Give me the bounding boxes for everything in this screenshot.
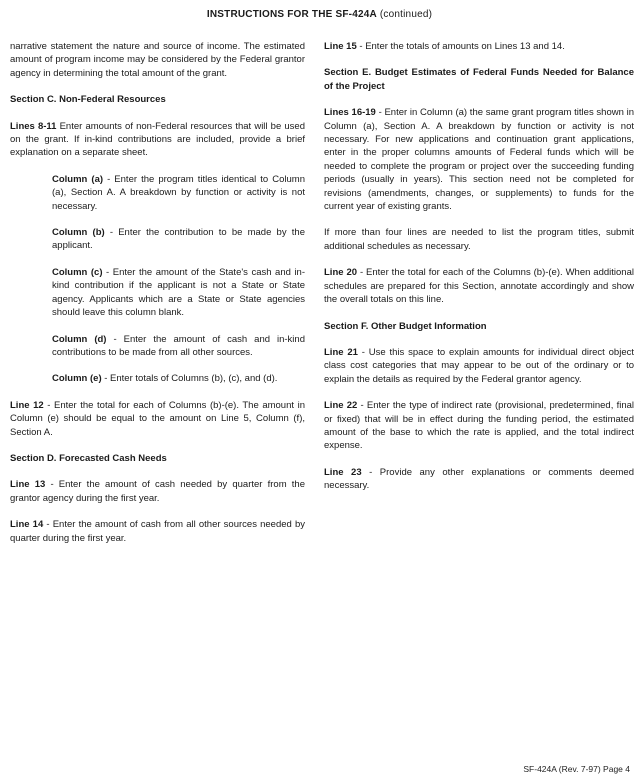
paragraph-line-15 [324, 40, 634, 53]
section-c-heading: Section C. Non-Federal Resources [10, 94, 166, 106]
paragraph-column-c [52, 266, 305, 320]
paragraph-line-22 [324, 399, 634, 453]
paragraph-label: Line 21 [324, 346, 358, 358]
left-column [10, 40, 305, 558]
paragraph-label: Lines 16-19 [324, 107, 376, 119]
paragraph-text: - Enter totals of Columns (b), (c), and (d). [101, 373, 278, 385]
paragraph-text: narrative statement the nature and source of income. The estimated amount of program income may be considered by the Federal grantor agency in determining the total amount of the grant. [10, 41, 305, 79]
paragraph-line-23 [324, 466, 634, 493]
paragraph-text: - Enter the amount of the State's cash and in-kind contribution if the applicant is not a State or State agency. Applicants which are a State or State agencies should leave this column blank. [52, 266, 305, 319]
paragraph-text: Enter amounts of non-Federal resources that will be used on the grant. If in-kind contributions are included, provide a brief explanation on a separate sheet. [10, 120, 305, 159]
paragraph-label: Line 15 [324, 41, 357, 52]
paragraph-label: Column (e) [52, 373, 102, 385]
paragraph-column-d [52, 333, 305, 360]
page-footer: SF-424A (Rev. 7-97) Page 4 [523, 764, 630, 774]
right-column [324, 40, 634, 506]
paragraph-label: Column (d) [52, 333, 107, 345]
paragraph-label: Line 23 [324, 466, 362, 478]
paragraph-lines-8-11 [10, 120, 305, 160]
paragraph-text: If more than four lines are needed to list the program titles, submit additional schedules as necessary. [324, 227, 634, 252]
paragraph-line-13 [10, 478, 305, 505]
paragraph-text: - Enter the amount of cash and in-kind contributions to be made from all other sources. [52, 333, 305, 358]
paragraph-label: Line 20 [324, 267, 358, 279]
paragraph-column-e [52, 372, 305, 385]
paragraph-label: Line 22 [324, 400, 358, 412]
page-title-suffix: (continued) [376, 9, 433, 20]
paragraph-column-b [52, 226, 305, 253]
paragraph-text: - Enter the program titles identical to Column (a), Section A. A breakdown by function or activity is not necessary. [52, 173, 305, 212]
paragraph-label: Column (c) [52, 266, 103, 278]
paragraph-line-20 [324, 266, 634, 306]
page-title [0, 9, 639, 20]
paragraph-text: - Enter the total for each of the Columns (b)-(e). When additional schedules are prepared for this Section, annotate accordingly and show the overall totals on this line. [324, 267, 634, 306]
paragraph-text: - Enter the amount of cash needed by quarter from the grantor agency during the first year. [10, 479, 305, 504]
paragraph-lines-16-19 [324, 106, 634, 213]
paragraph-label: Column (a) [52, 173, 104, 185]
paragraph-text: - Enter the totals of amounts on Lines 13 and 14. [356, 41, 565, 52]
paragraph-text: - Use this space to explain amounts for individual direct object class cost categories that may appear to be out of the ordinary or to explain the details as required by the Federal grantor agency. [324, 346, 634, 385]
paragraph-label: Lines 8-11 [10, 120, 57, 132]
paragraph-text: - Enter the amount of cash from all other sources needed by quarter during the first year. [10, 519, 305, 544]
paragraph-label: Line 12 [10, 399, 44, 411]
paragraph-additional-schedules [324, 226, 634, 253]
paragraph-intro-continuation [10, 40, 305, 80]
paragraph-line-21 [324, 346, 634, 386]
paragraph-text: - Enter in Column (a) the same grant program titles shown in Column (a), Section A. A breakdown by function or activity is not necessary. For new applications and continuation grant applications, enter in the proper columns amounts of Federal funds which will be needed to complete the program or project over the succeeding funding periods (usually in years). This section need not be completed for revisions (amendments, changes, or supplements) to funds for the current year of existing grants. [324, 107, 635, 213]
paragraph-label: Line 13 [10, 479, 46, 491]
paragraph-text: - Enter the contribution to be made by the applicant. [52, 227, 305, 252]
paragraph-line-12 [10, 399, 305, 439]
paragraph-text: - Provide any other explanations or comments deemed necessary. [324, 466, 634, 492]
paragraph-label: Line 14 [10, 519, 44, 531]
paragraph-text: - Enter the total for each of Columns (b)-(e). The amount in Column (e) should be equal to the amount on Line 5, Column (f), Section A. [10, 399, 305, 438]
section-d-heading: Section D. Forecasted Cash Needs [10, 452, 167, 464]
paragraph-line-14 [10, 518, 305, 545]
paragraph-label: Column (b) [52, 227, 105, 239]
page-title-main: INSTRUCTIONS FOR THE SF-424A [206, 9, 377, 20]
paragraph-text: - Enter the type of indirect rate (provisional, predetermined, final or fixed) that will be in effect during the funding period, the estimated amount of the base to which the rate is applied, and the total indirect expense. [324, 400, 634, 452]
section-e-heading: Section E. Budget Estimates of Federal Funds Needed for Balance of the Project [324, 67, 634, 92]
paragraph-column-a [52, 173, 305, 213]
section-f-heading: Section F. Other Budget Information [324, 320, 487, 332]
